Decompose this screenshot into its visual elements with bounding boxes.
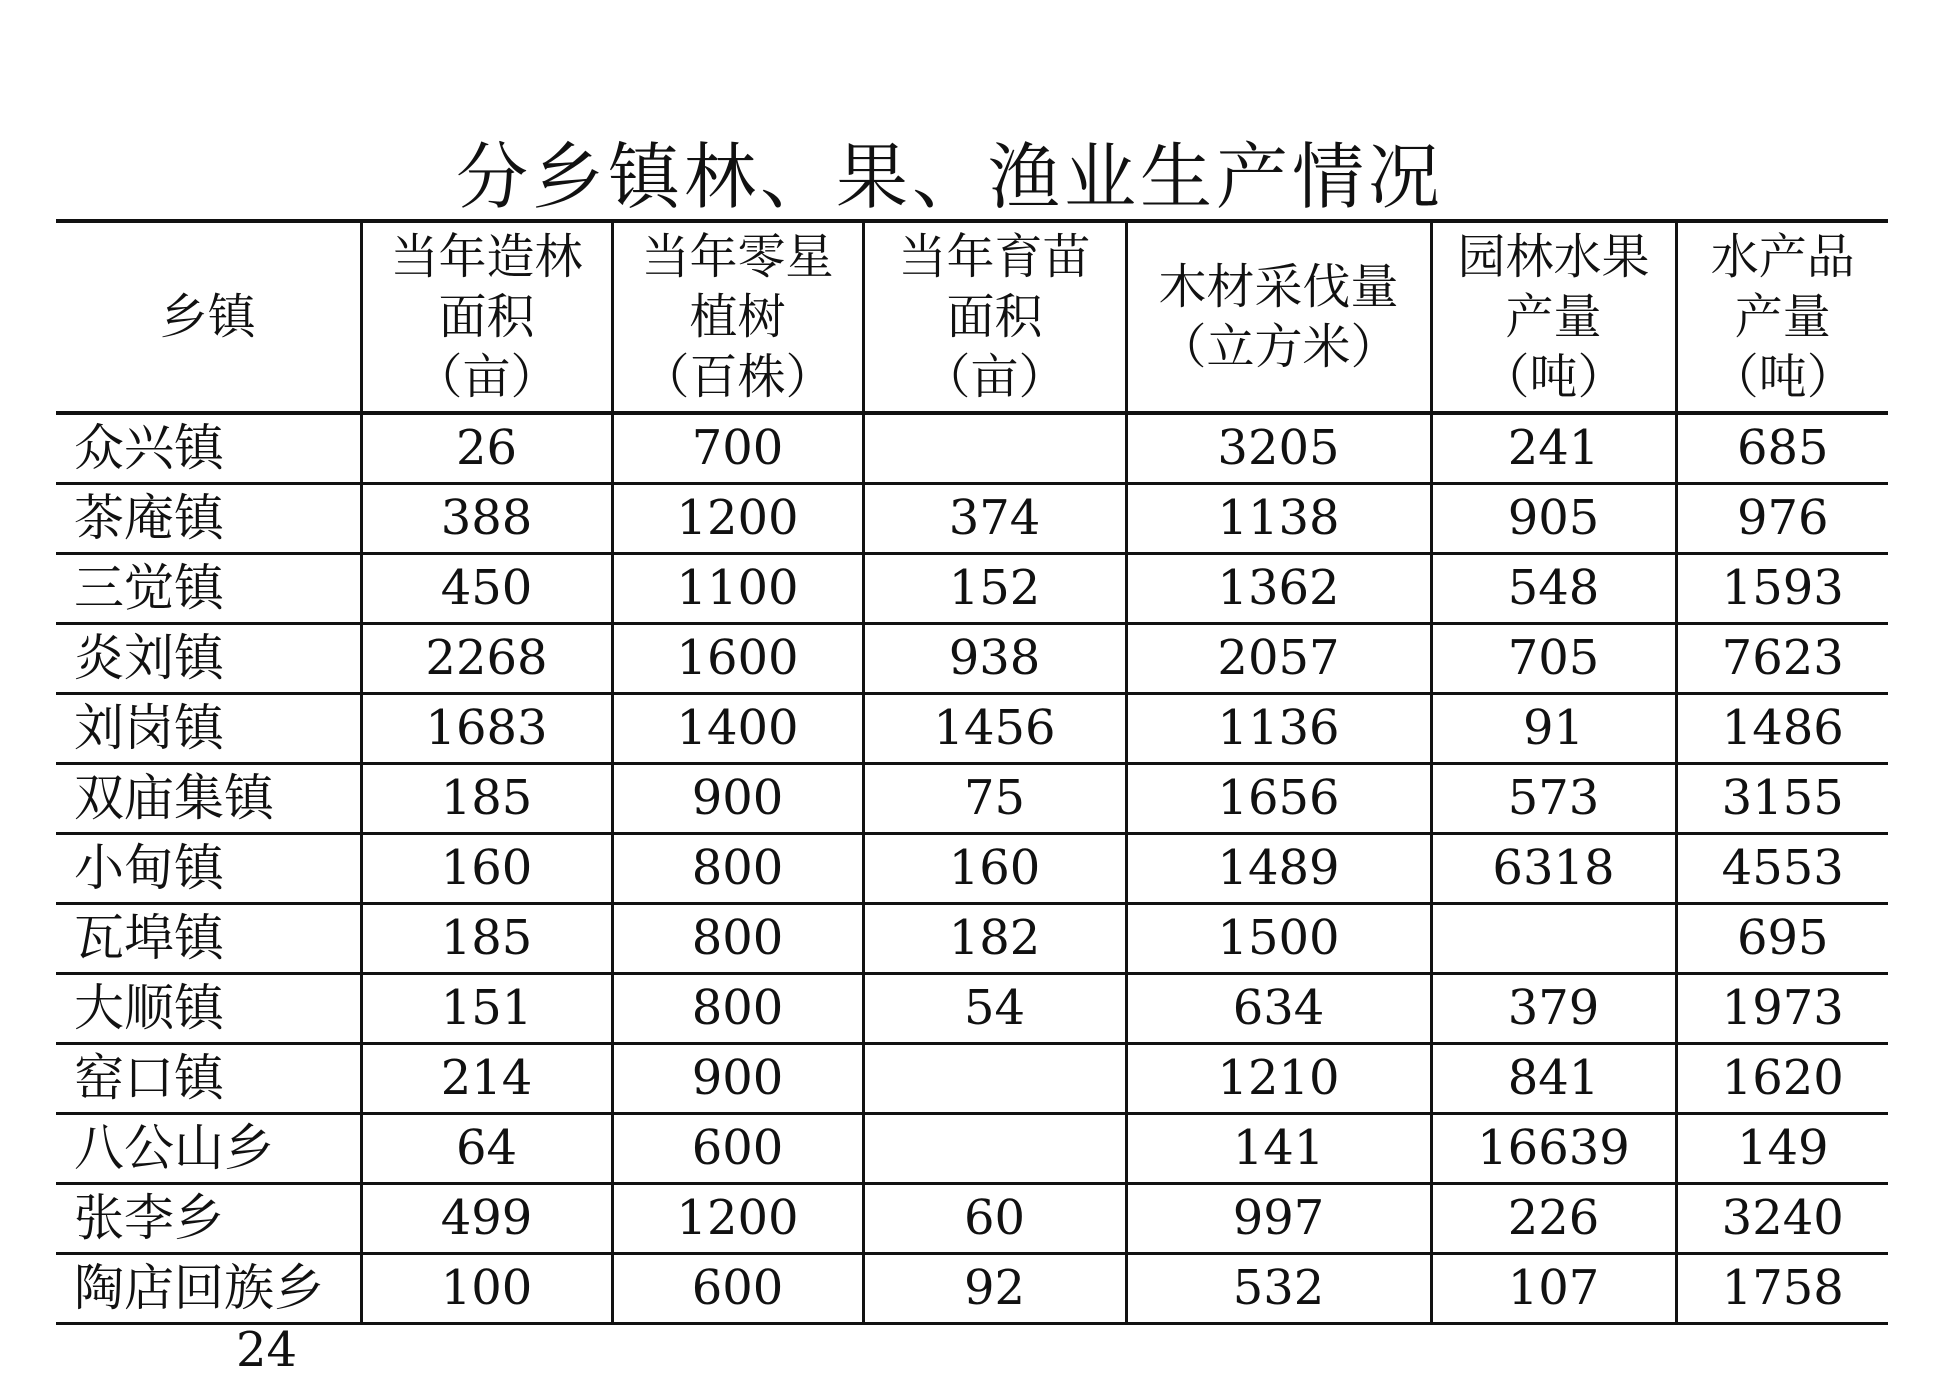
afforestation-cell: 64 — [361, 1114, 612, 1184]
timber-cell: 997 — [1126, 1184, 1431, 1254]
header-afforestation-area — [361, 221, 612, 413]
town-cell: 众兴镇 — [74, 419, 224, 477]
header-fruit-output — [1431, 221, 1676, 413]
nursery-cell — [863, 1044, 1126, 1114]
nursery-cell: 938 — [863, 624, 1126, 694]
production-table — [56, 219, 1888, 1325]
afforestation-cell: 160 — [361, 834, 612, 904]
scattered-trees-cell: 700 — [612, 413, 863, 484]
fruit-cell: 841 — [1431, 1044, 1676, 1114]
aquatic-cell: 4553 — [1676, 834, 1888, 904]
timber-cell: 1489 — [1126, 834, 1431, 904]
table-row — [56, 484, 1888, 554]
aquatic-cell: 1593 — [1676, 554, 1888, 624]
timber-cell: 141 — [1126, 1114, 1431, 1184]
scattered-trees-cell: 1200 — [612, 484, 863, 554]
nursery-cell: 54 — [863, 974, 1126, 1044]
timber-cell: 3205 — [1126, 413, 1431, 484]
header-line: （亩） — [414, 349, 559, 405]
timber-cell: 1362 — [1126, 554, 1431, 624]
aquatic-cell: 685 — [1676, 413, 1888, 484]
header-line: 园林水果 — [1457, 229, 1650, 285]
nursery-cell — [863, 413, 1126, 484]
header-line: 面积 — [438, 289, 535, 345]
fruit-cell: 548 — [1431, 554, 1676, 624]
header-line: 植树 — [689, 289, 786, 345]
fruit-cell: 241 — [1431, 413, 1676, 484]
header-town — [56, 221, 361, 413]
nursery-cell: 182 — [863, 904, 1126, 974]
town-cell: 瓦埠镇 — [74, 909, 224, 967]
header-line: 当年零星 — [641, 229, 834, 285]
timber-cell: 634 — [1126, 974, 1431, 1044]
fruit-cell: 107 — [1431, 1254, 1676, 1324]
header-line: （立方米） — [1158, 319, 1399, 375]
header-timber-harvest — [1126, 221, 1431, 413]
header-nursery-area — [863, 221, 1126, 413]
afforestation-cell: 1683 — [361, 694, 612, 764]
nursery-cell: 1456 — [863, 694, 1126, 764]
fruit-cell: 905 — [1431, 484, 1676, 554]
aquatic-cell: 7623 — [1676, 624, 1888, 694]
afforestation-cell: 26 — [361, 413, 612, 484]
nursery-cell: 92 — [863, 1254, 1126, 1324]
afforestation-cell: 100 — [361, 1254, 612, 1324]
town-cell: 茶庵镇 — [74, 489, 224, 547]
aquatic-cell: 695 — [1676, 904, 1888, 974]
fruit-cell: 573 — [1431, 764, 1676, 834]
header-line: （吨） — [1481, 349, 1626, 405]
town-cell: 双庙集镇 — [74, 769, 274, 827]
header-line: 产量 — [1734, 289, 1831, 345]
aquatic-cell: 149 — [1676, 1114, 1888, 1184]
nursery-cell: 152 — [863, 554, 1126, 624]
header-line: 当年育苗 — [898, 229, 1091, 285]
scattered-trees-cell: 600 — [612, 1114, 863, 1184]
scattered-trees-cell: 1100 — [612, 554, 863, 624]
town-cell: 陶店回族乡 — [74, 1259, 324, 1317]
scattered-trees-cell: 800 — [612, 974, 863, 1044]
scattered-trees-cell: 1600 — [612, 624, 863, 694]
afforestation-cell: 388 — [361, 484, 612, 554]
scattered-trees-cell: 900 — [612, 764, 863, 834]
table-row — [56, 624, 1888, 694]
fruit-cell: 705 — [1431, 624, 1676, 694]
header-line: 面积 — [946, 289, 1043, 345]
document-title: 分乡镇林、果、渔业生产情况 — [455, 135, 1444, 219]
table-row — [56, 974, 1888, 1044]
table-row — [56, 1254, 1888, 1324]
table-row — [56, 1044, 1888, 1114]
table-body — [56, 413, 1888, 1324]
table-row — [56, 554, 1888, 624]
timber-cell: 1500 — [1126, 904, 1431, 974]
town-cell: 小甸镇 — [74, 839, 224, 897]
afforestation-cell: 2268 — [361, 624, 612, 694]
timber-cell: 532 — [1126, 1254, 1431, 1324]
town-cell: 大顺镇 — [74, 979, 224, 1037]
header-line: 当年造林 — [390, 229, 583, 285]
nursery-cell: 75 — [863, 764, 1126, 834]
timber-cell: 1136 — [1126, 694, 1431, 764]
page-number: 24 — [236, 1322, 298, 1378]
header-line: （吨） — [1710, 349, 1855, 405]
timber-cell: 1138 — [1126, 484, 1431, 554]
fruit-cell: 226 — [1431, 1184, 1676, 1254]
header-line: 水产品 — [1710, 229, 1855, 285]
nursery-cell — [863, 1114, 1126, 1184]
afforestation-cell: 214 — [361, 1044, 612, 1114]
header-line: （亩） — [922, 349, 1067, 405]
town-cell: 三觉镇 — [74, 559, 224, 617]
table-row — [56, 413, 1888, 484]
scattered-trees-cell: 1200 — [612, 1184, 863, 1254]
aquatic-cell: 3155 — [1676, 764, 1888, 834]
afforestation-cell: 185 — [361, 764, 612, 834]
nursery-cell: 160 — [863, 834, 1126, 904]
town-cell: 张李乡 — [74, 1189, 224, 1247]
scattered-trees-cell: 800 — [612, 834, 863, 904]
table-row — [56, 834, 1888, 904]
afforestation-cell: 499 — [361, 1184, 612, 1254]
scattered-trees-cell: 800 — [612, 904, 863, 974]
fruit-cell: 91 — [1431, 694, 1676, 764]
aquatic-cell: 1620 — [1676, 1044, 1888, 1114]
scattered-trees-cell: 900 — [612, 1044, 863, 1114]
aquatic-cell: 3240 — [1676, 1184, 1888, 1254]
town-cell: 窑口镇 — [74, 1049, 224, 1107]
fruit-cell — [1431, 904, 1676, 974]
scattered-trees-cell: 600 — [612, 1254, 863, 1324]
timber-cell: 1656 — [1126, 764, 1431, 834]
town-cell: 炎刘镇 — [74, 629, 224, 687]
header-line: 产量 — [1505, 289, 1602, 345]
aquatic-cell: 1758 — [1676, 1254, 1888, 1324]
header-scattered-trees — [612, 221, 863, 413]
afforestation-cell: 450 — [361, 554, 612, 624]
town-cell: 刘岗镇 — [74, 699, 224, 757]
nursery-cell: 374 — [863, 484, 1126, 554]
aquatic-cell: 976 — [1676, 484, 1888, 554]
timber-cell: 2057 — [1126, 624, 1431, 694]
table-row — [56, 1184, 1888, 1254]
header-line: 木材采伐量 — [1158, 259, 1399, 315]
afforestation-cell: 151 — [361, 974, 612, 1044]
scattered-trees-cell: 1400 — [612, 694, 863, 764]
aquatic-cell: 1486 — [1676, 694, 1888, 764]
afforestation-cell: 185 — [361, 904, 612, 974]
table-header-row — [56, 221, 1888, 413]
table-row — [56, 1114, 1888, 1184]
header-line: （百株） — [641, 349, 834, 405]
fruit-cell: 6318 — [1431, 834, 1676, 904]
town-cell: 八公山乡 — [74, 1119, 274, 1177]
table-row — [56, 694, 1888, 764]
header-line: 乡镇 — [159, 289, 256, 345]
table-row — [56, 764, 1888, 834]
fruit-cell: 379 — [1431, 974, 1676, 1044]
table-row — [56, 904, 1888, 974]
timber-cell: 1210 — [1126, 1044, 1431, 1114]
nursery-cell: 60 — [863, 1184, 1126, 1254]
fruit-cell: 16639 — [1431, 1114, 1676, 1184]
header-aquatic-output — [1676, 221, 1888, 413]
aquatic-cell: 1973 — [1676, 974, 1888, 1044]
